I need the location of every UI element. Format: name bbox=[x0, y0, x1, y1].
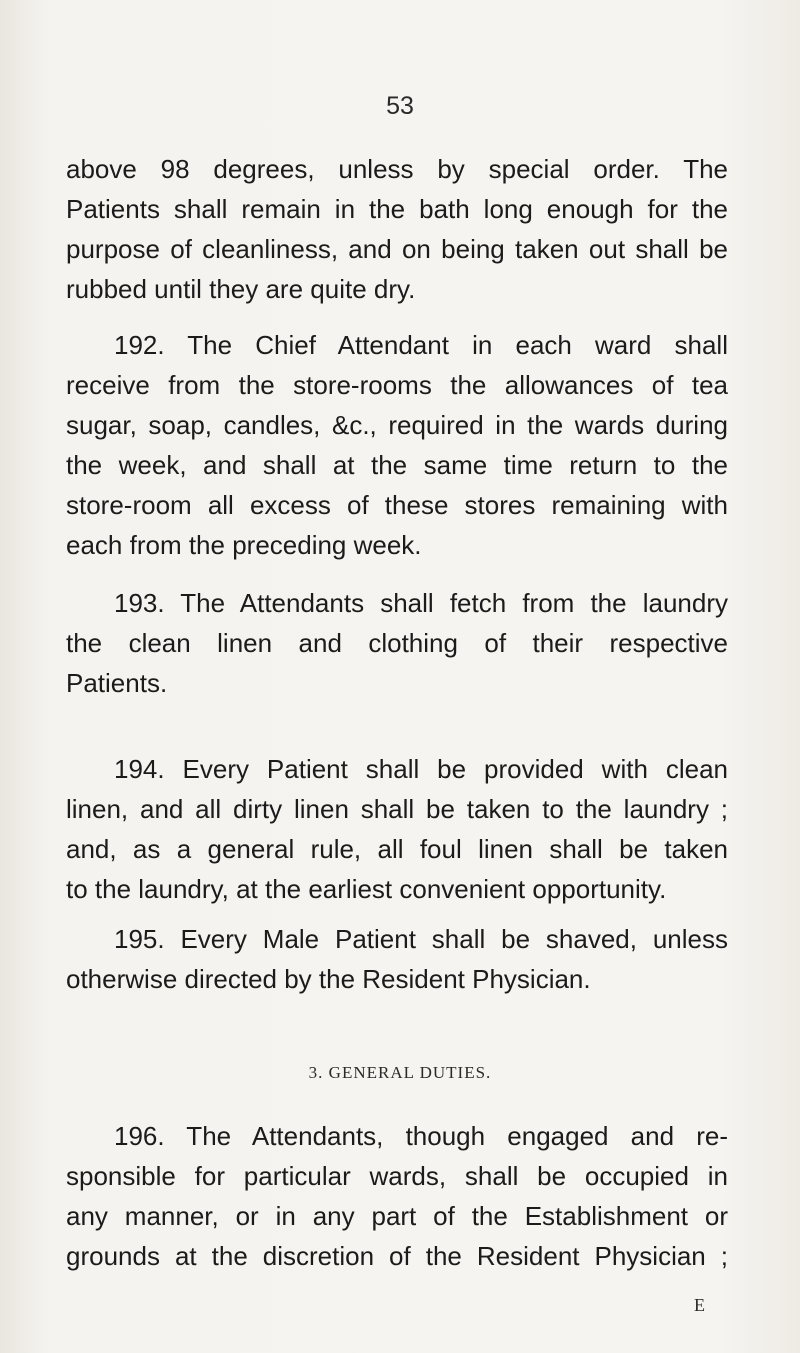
text-line: sponsible for particular wards, shall be occupied in bbox=[66, 1161, 728, 1191]
text-line: 196. The Attendants, though engaged and re- bbox=[114, 1121, 728, 1151]
text-line: the week, and shall at the same time return to the bbox=[66, 450, 728, 480]
paragraph-194 bbox=[66, 789, 728, 909]
paragraph-192 bbox=[66, 365, 728, 565]
paragraph-194-first bbox=[114, 749, 728, 789]
text-line: Patients shall remain in the bath long enough for the bbox=[66, 194, 728, 224]
paragraph-195-first bbox=[114, 919, 728, 959]
text-line: rubbed until they are quite dry. bbox=[66, 274, 416, 304]
paragraph-193-first bbox=[114, 583, 728, 623]
paragraph-193 bbox=[66, 623, 728, 703]
text-line: 194. Every Patient shall be provided with clean bbox=[114, 754, 728, 784]
paragraph-192-first bbox=[114, 325, 728, 365]
text-line: to the laundry, at the earliest convenient opportunity. bbox=[66, 874, 667, 904]
text-line: 195. Every Male Patient shall be shaved, unless bbox=[114, 924, 728, 954]
paragraph-196 bbox=[66, 1156, 728, 1276]
text-line: receive from the store-rooms the allowances of tea bbox=[66, 370, 728, 400]
paragraph-bath bbox=[66, 149, 728, 309]
text-line: 192. The Chief Attendant in each ward shall bbox=[114, 330, 728, 360]
text-line: the clean linen and clothing of their respective bbox=[66, 628, 728, 658]
paragraph-196-first bbox=[114, 1116, 728, 1156]
text-line: linen, and all dirty linen shall be taken to the laundry ; bbox=[66, 794, 728, 824]
text-line: grounds at the discretion of the Resident Physician ; bbox=[66, 1241, 728, 1271]
page-number: 53 bbox=[386, 92, 414, 120]
text-line: purpose of cleanliness, and on being taken out shall be bbox=[66, 234, 728, 264]
section-heading: 3. GENERAL DUTIES. bbox=[308, 1063, 492, 1082]
text-line: otherwise directed by the Resident Physician. bbox=[66, 964, 591, 994]
text-line: Patients. bbox=[66, 668, 168, 698]
text-line: each from the preceding week. bbox=[66, 530, 422, 560]
text-line: 193. The Attendants shall fetch from the laundry bbox=[114, 588, 728, 618]
text-line: any manner, or in any part of the Establishment or bbox=[66, 1201, 728, 1231]
text-line: sugar, soap, candles, &c., required in the wards during bbox=[66, 410, 728, 440]
signature-mark: E bbox=[694, 1295, 705, 1315]
text-line: above 98 degrees, unless by special order. The bbox=[66, 154, 728, 184]
text-line: and, as a general rule, all foul linen shall be taken bbox=[66, 834, 728, 864]
text-line: store-room all excess of these stores remaining with bbox=[66, 490, 728, 520]
paragraph-195 bbox=[66, 959, 728, 999]
